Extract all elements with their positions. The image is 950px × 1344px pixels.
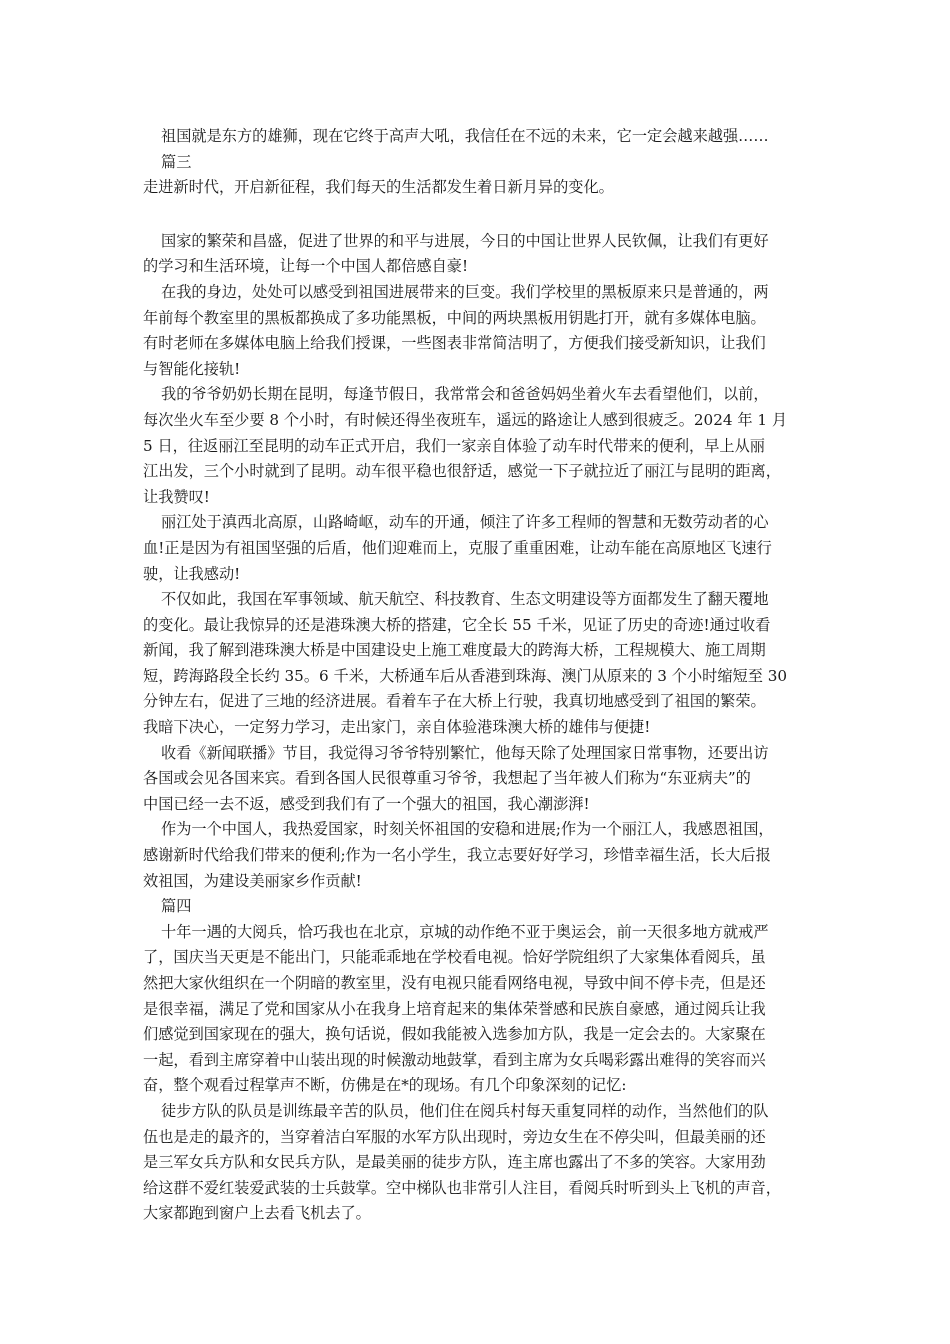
text-line: 篇三 [161,152,192,171]
text-line: 与智能化接轨! [143,359,241,378]
text-line: 分钟左右，促进了三地的经济进展。看着车子在大桥上行驶，我真切地感受到了祖国的繁荣。 [143,692,766,711]
paragraph-p6 [143,510,810,587]
text-line: 有时老师在多媒体电脑上给我们授课，一些图表非常简洁明了，方便我们接受新知识，让我们 [143,334,766,353]
text-line: 5 日，往返丽江至昆明的动车正式开启，我们一家亲自体验了动车时代带来的便利，早上从丽 [143,436,765,455]
text-line: 新闻，我了解到港珠澳大桥是中国建设史上施工难度最大的跨海大桥，工程规模大、施工周期 [143,641,766,660]
text-line: 奋，整个观看过程掌声不断，仿佛是在*的现场。有几个印象深刻的记忆: [143,1076,627,1095]
text-line: 走进新时代，开启新征程，我们每天的生活都发生着日新月异的变化。 [143,178,614,197]
text-line: 一起，看到主席穿着中山装出现的时候激动地鼓掌，看到主席为女兵喝彩露出难得的笑容而兴 [143,1050,766,1069]
text-line: 作为一个中国人，我热爱国家，时刻关怀祖国的安稳和进展;作为一个丽江人，我感恩祖国， [161,820,774,839]
text-line: 的学习和生活环境，让每一个中国人都倍感自豪! [143,257,469,276]
text-line: 十年一遇的大阅兵，恰巧我也在北京，京城的动作绝不亚于奥运会，前一天很多地方就戒严 [161,922,769,941]
document-body [143,124,810,1227]
blank-gap [143,201,810,229]
text-line: 血!正是因为有祖国坚强的后盾，他们迎难而上，克服了重重困难，让动车能在高原地区飞速行 [143,538,772,557]
text-line: 我暗下决心，一定努力学习，走出家门，亲自体验港珠澳大桥的雄伟与便捷! [143,718,651,737]
paragraph-p4 [143,280,810,382]
text-line: 了，国庆当天更是不能出门，只能乖乖地在学校看电视。恰好学院组织了大家集体看阅兵，虽 [143,948,766,967]
text-line: 年前每个教室里的黑板都换成了多功能黑板，中间的两块黑板用钥匙打开，就有多媒体电脑。 [143,308,766,327]
section-heading-4 [143,894,810,920]
text-line: 大家都跑到窗户上去看飞机去了。 [143,1204,371,1223]
text-line: 是三军女兵方队和女民兵方队，是最美丽的徒步方队，连主席也露出了不多的笑容。大家用劲 [143,1153,766,1172]
paragraph-p8 [143,741,810,818]
text-line: 每次坐火车至少要 8 个小时，有时候还得坐夜班车，遥远的路途让人感到很疲乏。2024 年 1 月 [143,410,788,429]
paragraph-p5 [143,382,810,510]
text-line: 各国或会见各国来宾。看到各国人民很尊重习爷爷，我想起了当年被人们称为“东亚病夫”的 [143,769,751,788]
paragraph-p9 [143,817,810,894]
text-line: 给这群不爱红装爱武装的士兵鼓掌。空中梯队也非常引人注目，看阅兵时听到头上飞机的声音， [143,1178,781,1197]
text-line: 祖国就是东方的雄狮，现在它终于高声大吼，我信任在不远的未来，它一定会越来越强…… [161,127,769,145]
paragraph-p3 [143,229,810,280]
text-line: 篇四 [161,897,192,916]
text-line: 短，跨海路段全长约 35。6 千米，大桥通车后从香港到珠海、澳门从原来的 3 个小时缩短至 30 [143,666,788,685]
text-line: 国家的繁荣和昌盛，促进了世界的和平与进展，今日的中国让世界人民钦佩，让我们有更好 [161,231,769,250]
text-line: 江出发，三个小时就到了昆明。动车很平稳也很舒适，感觉一下子就拉近了丽江与昆明的距离， [143,462,781,481]
section-heading-3 [143,150,810,176]
text-line: 效祖国，为建设美丽家乡作贡献! [143,871,362,890]
text-line: 徒步方队的队员是训练最辛苦的队员，他们住在阅兵村每天重复同样的动作，当然他们的队 [161,1101,769,1120]
text-line: 然把大家伙组织在一个阴暗的教室里，没有电视只能看网络电视，导致中间不停卡壳，但是还 [143,974,766,992]
text-line: 收看《新闻联播》节目，我觉得习爷爷特别繁忙，他每天除了处理国家日常事物，还要出访 [161,743,769,762]
paragraph-p11 [143,1099,810,1227]
text-line: 驶，让我感动! [143,564,241,583]
text-line: 不仅如此，我国在军事领域、航天航空、科技教育、生态文明建设等方面都发生了翻天覆地 [161,590,769,609]
paragraph-p2 [143,175,810,201]
paragraph-p7 [143,587,810,741]
text-line: 感谢新时代给我们带来的便利;作为一名小学生，我立志要好好学习，珍惜幸福生活，长大后报 [143,846,771,865]
paragraph-p1 [143,124,810,150]
paragraph-p10 [143,920,810,1099]
text-line: 丽江处于滇西北高原，山路崎岖，动车的开通，倾注了许多工程师的智慧和无数劳动者的心 [161,513,769,532]
text-line: 让我赞叹! [143,487,210,506]
text-line: 伍也是走的最齐的，当穿着洁白军服的水军方队出现时，旁边女生在不停尖叫，但最美丽的还 [143,1127,766,1146]
text-line: 们感觉到国家现在的强大，换句话说，假如我能被入选参加方队，我是一定会去的。大家聚在 [143,1025,766,1044]
text-line: 中国已经一去不返，感受到我们有了一个强大的祖国，我心潮澎湃! [143,794,590,813]
text-line: 是很幸福，满足了党和国家从小在我身上培育起来的集体荣誉感和民族自豪感，通过阅兵让我 [143,999,766,1018]
text-line: 在我的身边，处处可以感受到祖国进展带来的巨变。我们学校里的黑板原来只是普通的，两 [161,282,769,301]
text-line: 我的爷爷奶奶长期在昆明，每逢节假日，我常常会和爸爸妈妈坐着火车去看望他们，以前， [161,385,769,404]
text-line: 的变化。最让我惊异的还是港珠澳大桥的搭建，它全长 55 千米，见证了历史的奇迹!通过收看 [143,615,771,634]
